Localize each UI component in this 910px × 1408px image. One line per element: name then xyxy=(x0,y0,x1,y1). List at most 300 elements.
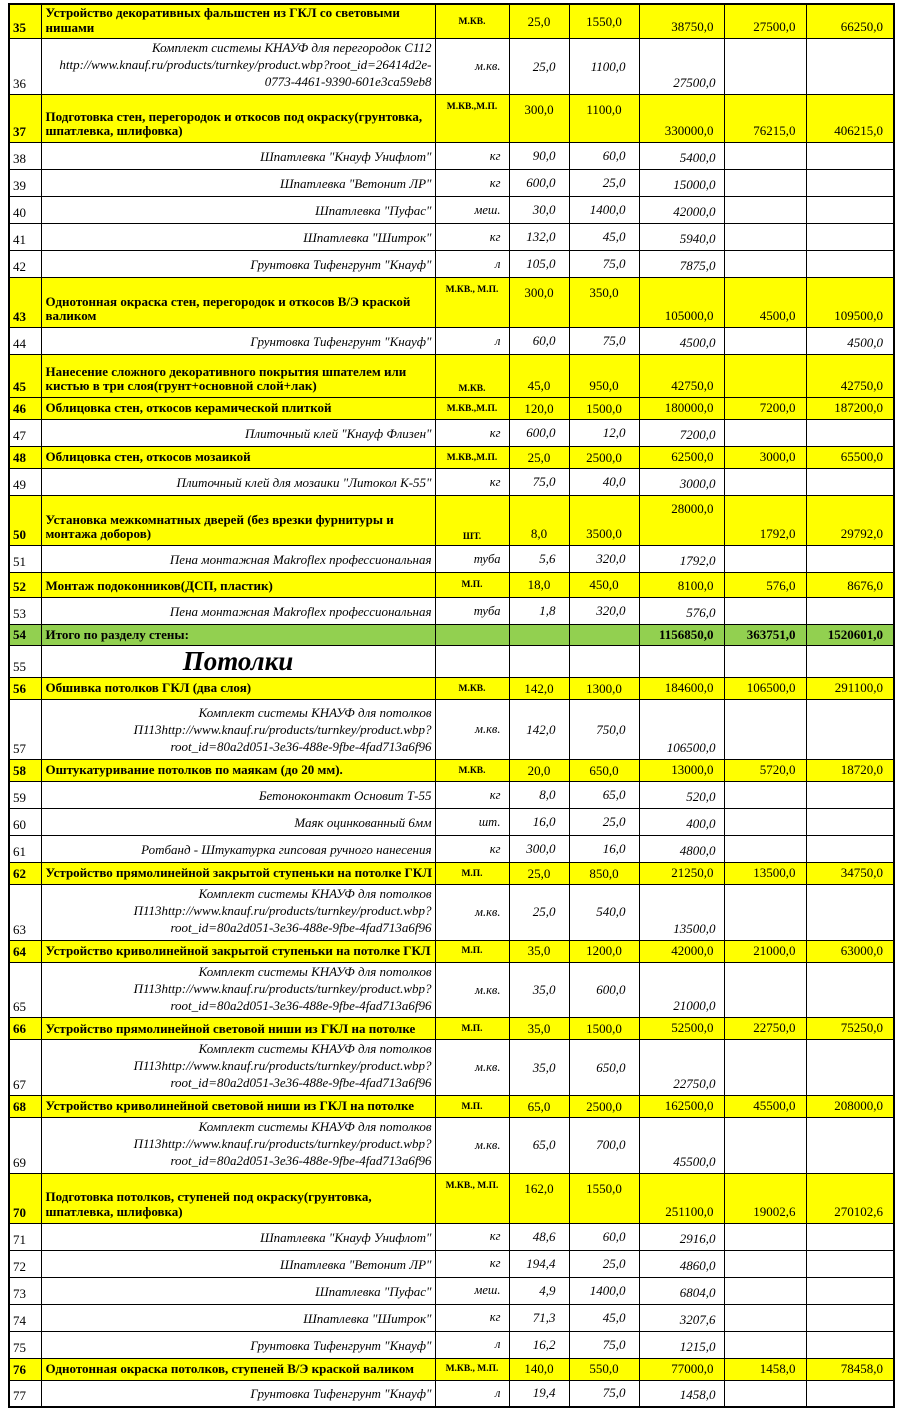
total-amount-cell[interactable]: 1520601,0 xyxy=(806,625,894,646)
description-cell[interactable]: Плиточный клей "Кнауф Флизен" xyxy=(41,420,435,447)
row-number-cell[interactable]: 47 xyxy=(9,420,41,447)
unit-cell[interactable]: М.КВ. xyxy=(435,760,509,782)
total-amount-cell[interactable] xyxy=(806,700,894,760)
total-amount-cell[interactable] xyxy=(806,646,894,678)
price-cell[interactable]: 450,0 xyxy=(569,573,639,598)
unit-cell[interactable]: кг xyxy=(435,1250,509,1277)
row-number-cell[interactable]: 44 xyxy=(9,328,41,355)
price-cell[interactable] xyxy=(569,625,639,646)
unit-cell[interactable]: М.КВ.,М.П. xyxy=(435,95,509,143)
materials-amount-cell[interactable]: 42000,0 xyxy=(639,197,724,224)
description-cell[interactable]: Комплект системы КНАУФ для потолков П113http://www.knauf.ru/products/turnkey/product.wbp?root_id=80a2d051-3e36-488e-9fbe-4fad713a6f96 xyxy=(41,1118,435,1174)
materials-amount-cell[interactable]: 162500,0 xyxy=(639,1096,724,1118)
labor-amount-cell[interactable] xyxy=(724,1223,806,1250)
quantity-cell[interactable]: 25,0 xyxy=(509,39,569,95)
quantity-cell[interactable]: 71,3 xyxy=(509,1304,569,1331)
row-number-cell[interactable]: 42 xyxy=(9,251,41,278)
row-number-cell[interactable]: 60 xyxy=(9,809,41,836)
labor-amount-cell[interactable]: 76215,0 xyxy=(724,95,806,143)
quantity-cell[interactable]: 8,0 xyxy=(509,496,569,546)
labor-amount-cell[interactable]: 22750,0 xyxy=(724,1018,806,1040)
total-amount-cell[interactable] xyxy=(806,836,894,863)
price-cell[interactable]: 1400,0 xyxy=(569,197,639,224)
price-cell[interactable]: 600,0 xyxy=(569,962,639,1018)
total-amount-cell[interactable] xyxy=(806,546,894,573)
price-cell[interactable]: 65,0 xyxy=(569,782,639,809)
price-cell[interactable]: 1100,0 xyxy=(569,39,639,95)
price-cell[interactable]: 12,0 xyxy=(569,420,639,447)
total-amount-cell[interactable] xyxy=(806,170,894,197)
total-amount-cell[interactable] xyxy=(806,469,894,496)
price-cell[interactable]: 60,0 xyxy=(569,143,639,170)
price-cell[interactable]: 750,0 xyxy=(569,700,639,760)
price-cell[interactable]: 950,0 xyxy=(569,355,639,398)
row-number-cell[interactable]: 57 xyxy=(9,700,41,760)
total-amount-cell[interactable] xyxy=(806,224,894,251)
total-amount-cell[interactable]: 4500,0 xyxy=(806,328,894,355)
price-cell[interactable]: 45,0 xyxy=(569,224,639,251)
quantity-cell[interactable]: 35,0 xyxy=(509,1040,569,1096)
quantity-cell[interactable]: 132,0 xyxy=(509,224,569,251)
price-cell[interactable]: 25,0 xyxy=(569,1250,639,1277)
price-cell[interactable]: 75,0 xyxy=(569,1331,639,1358)
row-number-cell[interactable]: 75 xyxy=(9,1331,41,1358)
description-cell[interactable]: Устройство криволинейной световой ниши из ГКЛ на потолке xyxy=(41,1096,435,1118)
unit-cell[interactable]: м.кв. xyxy=(435,39,509,95)
price-cell[interactable]: 16,0 xyxy=(569,836,639,863)
description-cell[interactable]: Подготовка потолков, ступеней под окраску(грунтовка, шпатлевка, шлифовка) xyxy=(41,1173,435,1223)
description-cell[interactable]: Пена монтажная Makroflex профессиональная xyxy=(41,546,435,573)
quantity-cell[interactable]: 600,0 xyxy=(509,420,569,447)
description-cell[interactable]: Установка межкомнатных дверей (без врезки фурнитуры и монтажа доборов) xyxy=(41,496,435,546)
row-number-cell[interactable]: 56 xyxy=(9,678,41,700)
materials-amount-cell[interactable]: 106500,0 xyxy=(639,700,724,760)
total-amount-cell[interactable] xyxy=(806,197,894,224)
unit-cell[interactable]: М.П. xyxy=(435,573,509,598)
materials-amount-cell[interactable]: 42750,0 xyxy=(639,355,724,398)
materials-amount-cell[interactable]: 77000,0 xyxy=(639,1358,724,1380)
total-amount-cell[interactable] xyxy=(806,1331,894,1358)
materials-amount-cell[interactable]: 15000,0 xyxy=(639,170,724,197)
unit-cell[interactable]: М.КВ.,М.П. xyxy=(435,398,509,420)
unit-cell[interactable]: М.КВ. xyxy=(435,355,509,398)
row-number-cell[interactable]: 68 xyxy=(9,1096,41,1118)
materials-amount-cell[interactable]: 3000,0 xyxy=(639,469,724,496)
row-number-cell[interactable]: 35 xyxy=(9,4,41,39)
description-cell[interactable]: Грунтовка Тифенгрунт "Кнауф" xyxy=(41,1331,435,1358)
description-cell[interactable]: Однотонная окраска потолков, ступеней В/Э краской валиком xyxy=(41,1358,435,1380)
quantity-cell[interactable]: 8,0 xyxy=(509,782,569,809)
labor-amount-cell[interactable] xyxy=(724,1040,806,1096)
description-cell[interactable]: Обшивка потолков ГКЛ (два слоя) xyxy=(41,678,435,700)
total-amount-cell[interactable]: 208000,0 xyxy=(806,1096,894,1118)
row-number-cell[interactable]: 62 xyxy=(9,863,41,885)
materials-amount-cell[interactable]: 27500,0 xyxy=(639,39,724,95)
unit-cell[interactable]: М.П. xyxy=(435,1018,509,1040)
labor-amount-cell[interactable] xyxy=(724,962,806,1018)
row-number-cell[interactable]: 64 xyxy=(9,940,41,962)
unit-cell[interactable]: М.КВ., М.П. xyxy=(435,1358,509,1380)
price-cell[interactable]: 350,0 xyxy=(569,278,639,328)
unit-cell[interactable]: М.П. xyxy=(435,940,509,962)
quantity-cell[interactable]: 48,6 xyxy=(509,1223,569,1250)
quantity-cell[interactable]: 600,0 xyxy=(509,170,569,197)
quantity-cell[interactable]: 35,0 xyxy=(509,940,569,962)
materials-amount-cell[interactable]: 2916,0 xyxy=(639,1223,724,1250)
materials-amount-cell[interactable]: 1215,0 xyxy=(639,1331,724,1358)
total-amount-cell[interactable] xyxy=(806,885,894,941)
labor-amount-cell[interactable] xyxy=(724,1118,806,1174)
materials-amount-cell[interactable]: 1458,0 xyxy=(639,1380,724,1407)
row-number-cell[interactable]: 58 xyxy=(9,760,41,782)
materials-amount-cell[interactable]: 576,0 xyxy=(639,598,724,625)
total-amount-cell[interactable] xyxy=(806,1250,894,1277)
row-number-cell[interactable]: 61 xyxy=(9,836,41,863)
materials-amount-cell[interactable]: 62500,0 xyxy=(639,447,724,469)
description-cell[interactable]: Грунтовка Тифенгрунт "Кнауф" xyxy=(41,251,435,278)
price-cell[interactable]: 1100,0 xyxy=(569,95,639,143)
labor-amount-cell[interactable] xyxy=(724,1380,806,1407)
unit-cell[interactable]: кг xyxy=(435,224,509,251)
unit-cell[interactable]: кг xyxy=(435,782,509,809)
materials-amount-cell[interactable]: 1156850,0 xyxy=(639,625,724,646)
row-number-cell[interactable]: 59 xyxy=(9,782,41,809)
unit-cell[interactable]: кг xyxy=(435,420,509,447)
materials-amount-cell[interactable]: 42000,0 xyxy=(639,940,724,962)
unit-cell[interactable]: л xyxy=(435,1380,509,1407)
materials-amount-cell[interactable]: 330000,0 xyxy=(639,95,724,143)
quantity-cell[interactable]: 60,0 xyxy=(509,328,569,355)
quantity-cell[interactable]: 142,0 xyxy=(509,700,569,760)
materials-amount-cell[interactable]: 5940,0 xyxy=(639,224,724,251)
labor-amount-cell[interactable]: 576,0 xyxy=(724,573,806,598)
price-cell[interactable]: 1300,0 xyxy=(569,678,639,700)
row-number-cell[interactable]: 38 xyxy=(9,143,41,170)
total-amount-cell[interactable]: 42750,0 xyxy=(806,355,894,398)
price-cell[interactable]: 700,0 xyxy=(569,1118,639,1174)
unit-cell[interactable]: л xyxy=(435,328,509,355)
description-cell[interactable]: Нанесение сложного декоративного покрытия шпателем или кистью в три слоя(грунт+основной слой+лак) xyxy=(41,355,435,398)
quantity-cell[interactable]: 25,0 xyxy=(509,447,569,469)
unit-cell[interactable]: М.КВ. xyxy=(435,678,509,700)
total-amount-cell[interactable] xyxy=(806,39,894,95)
total-amount-cell[interactable]: 18720,0 xyxy=(806,760,894,782)
materials-amount-cell[interactable]: 45500,0 xyxy=(639,1118,724,1174)
quantity-cell[interactable]: 19,4 xyxy=(509,1380,569,1407)
description-cell[interactable]: Грунтовка Тифенгрунт "Кнауф" xyxy=(41,1380,435,1407)
unit-cell[interactable]: М.КВ., М.П. xyxy=(435,1173,509,1223)
price-cell[interactable]: 1500,0 xyxy=(569,398,639,420)
description-cell[interactable]: Бетоноконтакт Основит Т-55 xyxy=(41,782,435,809)
total-amount-cell[interactable]: 75250,0 xyxy=(806,1018,894,1040)
description-cell[interactable]: Маяк оцинкованный 6мм xyxy=(41,809,435,836)
labor-amount-cell[interactable] xyxy=(724,420,806,447)
quantity-cell[interactable]: 120,0 xyxy=(509,398,569,420)
materials-amount-cell[interactable]: 6804,0 xyxy=(639,1277,724,1304)
description-cell[interactable]: Комплект системы КНАУФ для потолков П113http://www.knauf.ru/products/turnkey/product.wbp?root_id=80a2d051-3e36-488e-9fbe-4fad713a6f96 xyxy=(41,700,435,760)
total-amount-cell[interactable]: 187200,0 xyxy=(806,398,894,420)
labor-amount-cell[interactable]: 363751,0 xyxy=(724,625,806,646)
total-amount-cell[interactable] xyxy=(806,251,894,278)
unit-cell[interactable]: меш. xyxy=(435,197,509,224)
row-number-cell[interactable]: 65 xyxy=(9,962,41,1018)
materials-amount-cell[interactable]: 5400,0 xyxy=(639,143,724,170)
description-cell[interactable]: Устройство декоративных фальшстен из ГКЛ со световыми нишами xyxy=(41,4,435,39)
total-amount-cell[interactable] xyxy=(806,1380,894,1407)
total-amount-cell[interactable]: 34750,0 xyxy=(806,863,894,885)
row-number-cell[interactable]: 67 xyxy=(9,1040,41,1096)
materials-amount-cell[interactable]: 105000,0 xyxy=(639,278,724,328)
quantity-cell[interactable]: 300,0 xyxy=(509,836,569,863)
labor-amount-cell[interactable]: 27500,0 xyxy=(724,4,806,39)
materials-amount-cell[interactable]: 184600,0 xyxy=(639,678,724,700)
description-cell[interactable]: Шпатлевка "Пуфас" xyxy=(41,197,435,224)
labor-amount-cell[interactable] xyxy=(724,328,806,355)
unit-cell[interactable]: м.кв. xyxy=(435,1118,509,1174)
description-cell[interactable]: Пена монтажная Makroflex профессиональная xyxy=(41,598,435,625)
price-cell[interactable]: 2500,0 xyxy=(569,447,639,469)
labor-amount-cell[interactable]: 106500,0 xyxy=(724,678,806,700)
labor-amount-cell[interactable] xyxy=(724,1331,806,1358)
row-number-cell[interactable]: 71 xyxy=(9,1223,41,1250)
unit-cell[interactable]: м.кв. xyxy=(435,1040,509,1096)
unit-cell[interactable]: М.КВ., М.П. xyxy=(435,278,509,328)
row-number-cell[interactable]: 37 xyxy=(9,95,41,143)
total-amount-cell[interactable] xyxy=(806,962,894,1018)
unit-cell[interactable]: ШТ. xyxy=(435,496,509,546)
quantity-cell[interactable]: 194,4 xyxy=(509,1250,569,1277)
labor-amount-cell[interactable]: 4500,0 xyxy=(724,278,806,328)
description-cell[interactable]: Устройство криволинейной закрытой ступеньки на потолке ГКЛ xyxy=(41,940,435,962)
price-cell[interactable]: 1200,0 xyxy=(569,940,639,962)
quantity-cell[interactable]: 5,6 xyxy=(509,546,569,573)
materials-amount-cell[interactable]: 38750,0 xyxy=(639,4,724,39)
price-cell[interactable]: 75,0 xyxy=(569,1380,639,1407)
total-amount-cell[interactable]: 291100,0 xyxy=(806,678,894,700)
row-number-cell[interactable]: 77 xyxy=(9,1380,41,1407)
quantity-cell[interactable]: 65,0 xyxy=(509,1096,569,1118)
description-cell[interactable]: Подготовка стен, перегородок и откосов под окраску(грунтовка, шпатлевка, шлифовка) xyxy=(41,95,435,143)
price-cell[interactable] xyxy=(569,646,639,678)
description-cell[interactable]: Устройство прямолинейной закрытой ступеньки на потолке ГКЛ xyxy=(41,863,435,885)
price-cell[interactable]: 60,0 xyxy=(569,1223,639,1250)
quantity-cell[interactable]: 35,0 xyxy=(509,962,569,1018)
row-number-cell[interactable]: 48 xyxy=(9,447,41,469)
labor-amount-cell[interactable]: 1458,0 xyxy=(724,1358,806,1380)
row-number-cell[interactable]: 49 xyxy=(9,469,41,496)
price-cell[interactable]: 25,0 xyxy=(569,809,639,836)
labor-amount-cell[interactable]: 19002,6 xyxy=(724,1173,806,1223)
unit-cell[interactable] xyxy=(435,646,509,678)
materials-amount-cell[interactable]: 13500,0 xyxy=(639,885,724,941)
description-cell[interactable]: Облицовка стен, откосов керамической плиткой xyxy=(41,398,435,420)
total-amount-cell[interactable] xyxy=(806,1277,894,1304)
description-cell[interactable]: Потолки xyxy=(41,646,435,678)
unit-cell[interactable]: м.кв. xyxy=(435,700,509,760)
labor-amount-cell[interactable] xyxy=(724,598,806,625)
labor-amount-cell[interactable] xyxy=(724,809,806,836)
total-amount-cell[interactable]: 8676,0 xyxy=(806,573,894,598)
price-cell[interactable]: 45,0 xyxy=(569,1304,639,1331)
unit-cell[interactable]: М.П. xyxy=(435,863,509,885)
total-amount-cell[interactable]: 66250,0 xyxy=(806,4,894,39)
total-amount-cell[interactable]: 63000,0 xyxy=(806,940,894,962)
labor-amount-cell[interactable] xyxy=(724,1304,806,1331)
labor-amount-cell[interactable] xyxy=(724,546,806,573)
total-amount-cell[interactable]: 109500,0 xyxy=(806,278,894,328)
row-number-cell[interactable]: 70 xyxy=(9,1173,41,1223)
labor-amount-cell[interactable] xyxy=(724,39,806,95)
row-number-cell[interactable]: 63 xyxy=(9,885,41,941)
price-cell[interactable]: 1500,0 xyxy=(569,1018,639,1040)
labor-amount-cell[interactable] xyxy=(724,469,806,496)
labor-amount-cell[interactable] xyxy=(724,170,806,197)
quantity-cell[interactable]: 300,0 xyxy=(509,278,569,328)
row-number-cell[interactable]: 54 xyxy=(9,625,41,646)
unit-cell[interactable]: кг xyxy=(435,143,509,170)
quantity-cell[interactable] xyxy=(509,625,569,646)
quantity-cell[interactable]: 18,0 xyxy=(509,573,569,598)
materials-amount-cell[interactable]: 1792,0 xyxy=(639,546,724,573)
row-number-cell[interactable]: 39 xyxy=(9,170,41,197)
price-cell[interactable]: 540,0 xyxy=(569,885,639,941)
price-cell[interactable]: 40,0 xyxy=(569,469,639,496)
materials-amount-cell[interactable]: 52500,0 xyxy=(639,1018,724,1040)
labor-amount-cell[interactable] xyxy=(724,1277,806,1304)
total-amount-cell[interactable]: 78458,0 xyxy=(806,1358,894,1380)
row-number-cell[interactable]: 45 xyxy=(9,355,41,398)
materials-amount-cell[interactable]: 28000,0 xyxy=(639,496,724,546)
description-cell[interactable]: Монтаж подоконников(ДСП, пластик) xyxy=(41,573,435,598)
unit-cell[interactable]: кг xyxy=(435,170,509,197)
row-number-cell[interactable]: 74 xyxy=(9,1304,41,1331)
total-amount-cell[interactable]: 270102,6 xyxy=(806,1173,894,1223)
labor-amount-cell[interactable] xyxy=(724,197,806,224)
total-amount-cell[interactable]: 65500,0 xyxy=(806,447,894,469)
materials-amount-cell[interactable]: 21250,0 xyxy=(639,863,724,885)
unit-cell[interactable]: М.П. xyxy=(435,1096,509,1118)
labor-amount-cell[interactable] xyxy=(724,251,806,278)
row-number-cell[interactable]: 51 xyxy=(9,546,41,573)
description-cell[interactable]: Грунтовка Тифенгрунт "Кнауф" xyxy=(41,328,435,355)
labor-amount-cell[interactable]: 7200,0 xyxy=(724,398,806,420)
price-cell[interactable]: 650,0 xyxy=(569,760,639,782)
quantity-cell[interactable]: 90,0 xyxy=(509,143,569,170)
total-amount-cell[interactable] xyxy=(806,1118,894,1174)
description-cell[interactable]: Однотонная окраска стен, перегородок и откосов В/Э краской валиком xyxy=(41,278,435,328)
price-cell[interactable]: 320,0 xyxy=(569,598,639,625)
price-cell[interactable]: 850,0 xyxy=(569,863,639,885)
description-cell[interactable]: Шпатлевка "Шитрок" xyxy=(41,1304,435,1331)
materials-amount-cell[interactable]: 4800,0 xyxy=(639,836,724,863)
price-cell[interactable]: 320,0 xyxy=(569,546,639,573)
materials-amount-cell[interactable]: 251100,0 xyxy=(639,1173,724,1223)
unit-cell[interactable]: л xyxy=(435,1331,509,1358)
description-cell[interactable]: Комплект системы КНАУФ для потолков П113http://www.knauf.ru/products/turnkey/product.wbp?root_id=80a2d051-3e36-488e-9fbe-4fad713a6f96 xyxy=(41,1040,435,1096)
labor-amount-cell[interactable]: 13500,0 xyxy=(724,863,806,885)
labor-amount-cell[interactable] xyxy=(724,782,806,809)
quantity-cell[interactable]: 25,0 xyxy=(509,863,569,885)
quantity-cell[interactable]: 140,0 xyxy=(509,1358,569,1380)
labor-amount-cell[interactable] xyxy=(724,355,806,398)
description-cell[interactable]: Комплект системы КНАУФ для потолков П113http://www.knauf.ru/products/turnkey/product.wbp?root_id=80a2d051-3e36-488e-9fbe-4fad713a6f96 xyxy=(41,962,435,1018)
materials-amount-cell[interactable]: 8100,0 xyxy=(639,573,724,598)
price-cell[interactable]: 75,0 xyxy=(569,328,639,355)
materials-amount-cell[interactable]: 180000,0 xyxy=(639,398,724,420)
price-cell[interactable]: 2500,0 xyxy=(569,1096,639,1118)
materials-amount-cell[interactable]: 13000,0 xyxy=(639,760,724,782)
quantity-cell[interactable]: 162,0 xyxy=(509,1173,569,1223)
unit-cell[interactable]: шт. xyxy=(435,809,509,836)
labor-amount-cell[interactable]: 3000,0 xyxy=(724,447,806,469)
quantity-cell[interactable]: 105,0 xyxy=(509,251,569,278)
quantity-cell[interactable]: 75,0 xyxy=(509,469,569,496)
description-cell[interactable]: Оштукатуривание потолков по маякам (до 20 мм). xyxy=(41,760,435,782)
quantity-cell[interactable]: 35,0 xyxy=(509,1018,569,1040)
materials-amount-cell[interactable]: 7200,0 xyxy=(639,420,724,447)
description-cell[interactable]: Ротбанд - Штукатурка гипсовая ручного нанесения xyxy=(41,836,435,863)
quantity-cell[interactable]: 142,0 xyxy=(509,678,569,700)
labor-amount-cell[interactable] xyxy=(724,224,806,251)
unit-cell[interactable]: туба xyxy=(435,546,509,573)
quantity-cell[interactable]: 300,0 xyxy=(509,95,569,143)
row-number-cell[interactable]: 52 xyxy=(9,573,41,598)
total-amount-cell[interactable]: 29792,0 xyxy=(806,496,894,546)
unit-cell[interactable]: М.КВ. xyxy=(435,4,509,39)
description-cell[interactable]: Шпатлевка "Пуфас" xyxy=(41,1277,435,1304)
total-amount-cell[interactable] xyxy=(806,809,894,836)
labor-amount-cell[interactable] xyxy=(724,646,806,678)
quantity-cell[interactable]: 45,0 xyxy=(509,355,569,398)
description-cell[interactable]: Итого по разделу стены: xyxy=(41,625,435,646)
unit-cell[interactable]: кг xyxy=(435,836,509,863)
materials-amount-cell[interactable]: 22750,0 xyxy=(639,1040,724,1096)
row-number-cell[interactable]: 41 xyxy=(9,224,41,251)
row-number-cell[interactable]: 69 xyxy=(9,1118,41,1174)
labor-amount-cell[interactable] xyxy=(724,885,806,941)
quantity-cell[interactable] xyxy=(509,646,569,678)
total-amount-cell[interactable]: 406215,0 xyxy=(806,95,894,143)
price-cell[interactable]: 75,0 xyxy=(569,251,639,278)
unit-cell[interactable]: меш. xyxy=(435,1277,509,1304)
price-cell[interactable]: 1550,0 xyxy=(569,4,639,39)
quantity-cell[interactable]: 25,0 xyxy=(509,4,569,39)
price-cell[interactable]: 1550,0 xyxy=(569,1173,639,1223)
unit-cell[interactable]: м.кв. xyxy=(435,962,509,1018)
labor-amount-cell[interactable] xyxy=(724,1250,806,1277)
unit-cell[interactable] xyxy=(435,625,509,646)
row-number-cell[interactable]: 76 xyxy=(9,1358,41,1380)
labor-amount-cell[interactable] xyxy=(724,143,806,170)
materials-amount-cell[interactable]: 7875,0 xyxy=(639,251,724,278)
price-cell[interactable]: 1400,0 xyxy=(569,1277,639,1304)
unit-cell[interactable]: М.КВ.,М.П. xyxy=(435,447,509,469)
total-amount-cell[interactable] xyxy=(806,1223,894,1250)
total-amount-cell[interactable] xyxy=(806,420,894,447)
unit-cell[interactable]: м.кв. xyxy=(435,885,509,941)
materials-amount-cell[interactable]: 4860,0 xyxy=(639,1250,724,1277)
materials-amount-cell[interactable] xyxy=(639,646,724,678)
total-amount-cell[interactable] xyxy=(806,598,894,625)
row-number-cell[interactable]: 40 xyxy=(9,197,41,224)
description-cell[interactable]: Шпатлевка "Кнауф Унифлот" xyxy=(41,1223,435,1250)
total-amount-cell[interactable] xyxy=(806,143,894,170)
price-cell[interactable]: 25,0 xyxy=(569,170,639,197)
row-number-cell[interactable]: 36 xyxy=(9,39,41,95)
total-amount-cell[interactable] xyxy=(806,1040,894,1096)
materials-amount-cell[interactable]: 21000,0 xyxy=(639,962,724,1018)
quantity-cell[interactable]: 25,0 xyxy=(509,885,569,941)
